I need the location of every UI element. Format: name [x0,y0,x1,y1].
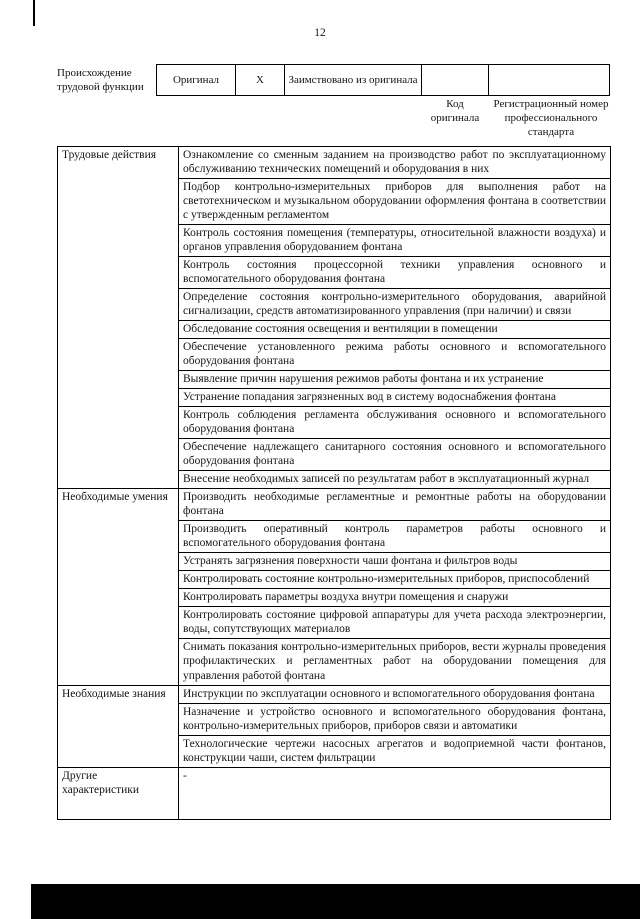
main-table [57,146,611,820]
origin-cell-reg-value [489,65,610,96]
original-code-label: Код оригинала [430,98,480,124]
section-item: - [179,767,611,819]
table-row [58,489,611,521]
section-item: Определение состояния контрольно-измерительного оборудования, аварийной сигнализации, средств автоматизированного управления (при наличии) и связи [179,289,611,321]
section-item: Контроль состояния процессорной техники управления основного и вспомогательного оборудования фонтана [179,257,611,289]
scan-artifact-bottom-bar [31,884,640,919]
scan-artifact-top-line [33,0,35,26]
section-item: Внесение необходимых записей по результатам работ в эксплуатационный журнал [179,471,611,489]
section-item: Технологические чертежи насосных агрегатов и водоприемной части фонтанов, конструкции чаши, систем фильтрации [179,735,611,767]
table-row [58,685,611,703]
origin-cell-borrowed: Заимствовано из оригинала [285,65,422,96]
section-item: Обеспечение установленного режима работы основного и вспомогательного оборудования фонтана [179,339,611,371]
section-item: Контроль соблюдения регламента обслуживания основного и вспомогательного оборудования фонтана [179,407,611,439]
table-row [58,147,611,179]
section-item: Подбор контрольно-измерительных приборов для выполнения работ на светотехническом и музыкальном оборудовании оформления фонтана в соответствии с утвержденным регламентом [179,179,611,225]
origin-cell-mark: X [236,65,285,96]
section-label: Трудовые действия [58,147,179,489]
section-item: Производить необходимые регламентные и ремонтные работы на оборудовании фонтана [179,489,611,521]
section-label: Другие характеристики [58,767,179,819]
section-item: Обследование состояния освещения и вентиляции в помещении [179,321,611,339]
section-item: Устранять загрязнения поверхности чаши фонтана и фильтров воды [179,553,611,571]
section-item: Ознакомление со сменным заданием на производство работ по эксплуатационному обслуживанию технических помещений и оборудования в них [179,147,611,179]
section-item: Снимать показания контрольно-измерительных приборов, вести журналы проведения профилактических и регламентных работ на оборудовании помещения для управления работой фонтана [179,639,611,685]
registration-number-label: Регистрационный номер профессионального стандарта [493,98,609,138]
section-item: Выявление причин нарушения режимов работы фонтана и их устранение [179,371,611,389]
section-item: Контролировать состояние контрольно-измерительных приборов, приспособлений [179,571,611,589]
section-label: Необходимые умения [58,489,179,685]
origin-cell-original: Оригинал [157,65,236,96]
section-item: Инструкции по эксплуатации основного и вспомогательного оборудования фонтана [179,685,611,703]
table-row [58,767,611,819]
section-item: Устранение попадания загрязненных вод в систему водоснабжения фонтана [179,389,611,407]
main-table-body [58,147,611,820]
section-item: Контролировать параметры воздуха внутри помещения и снаружи [179,589,611,607]
origin-table [156,64,610,96]
page-number: 12 [314,27,326,39]
section-item: Контроль состояния помещения (температуры, относительной влажности воздуха) и органов управления оборудованием фонтана [179,225,611,257]
origin-cell-code-value [422,65,489,96]
section-item: Назначение и устройство основного и вспомогательного оборудования фонтана, контрольно-измерительных приборов, приборов связи и автоматики [179,703,611,735]
section-item: Обеспечение надлежащего санитарного состояния основного и вспомогательного оборудования фонтана [179,439,611,471]
origin-table-row [157,65,610,96]
section-item: Производить оперативный контроль параметров работы основного и вспомогательного оборудования фонтана [179,521,611,553]
section-item: Контролировать состояние цифровой аппаратуры для учета расхода электроэнергии, воды, сопутствующих материалов [179,607,611,639]
section-label: Необходимые знания [58,685,179,767]
origin-function-label: Происхождение трудовой функции [57,67,144,93]
